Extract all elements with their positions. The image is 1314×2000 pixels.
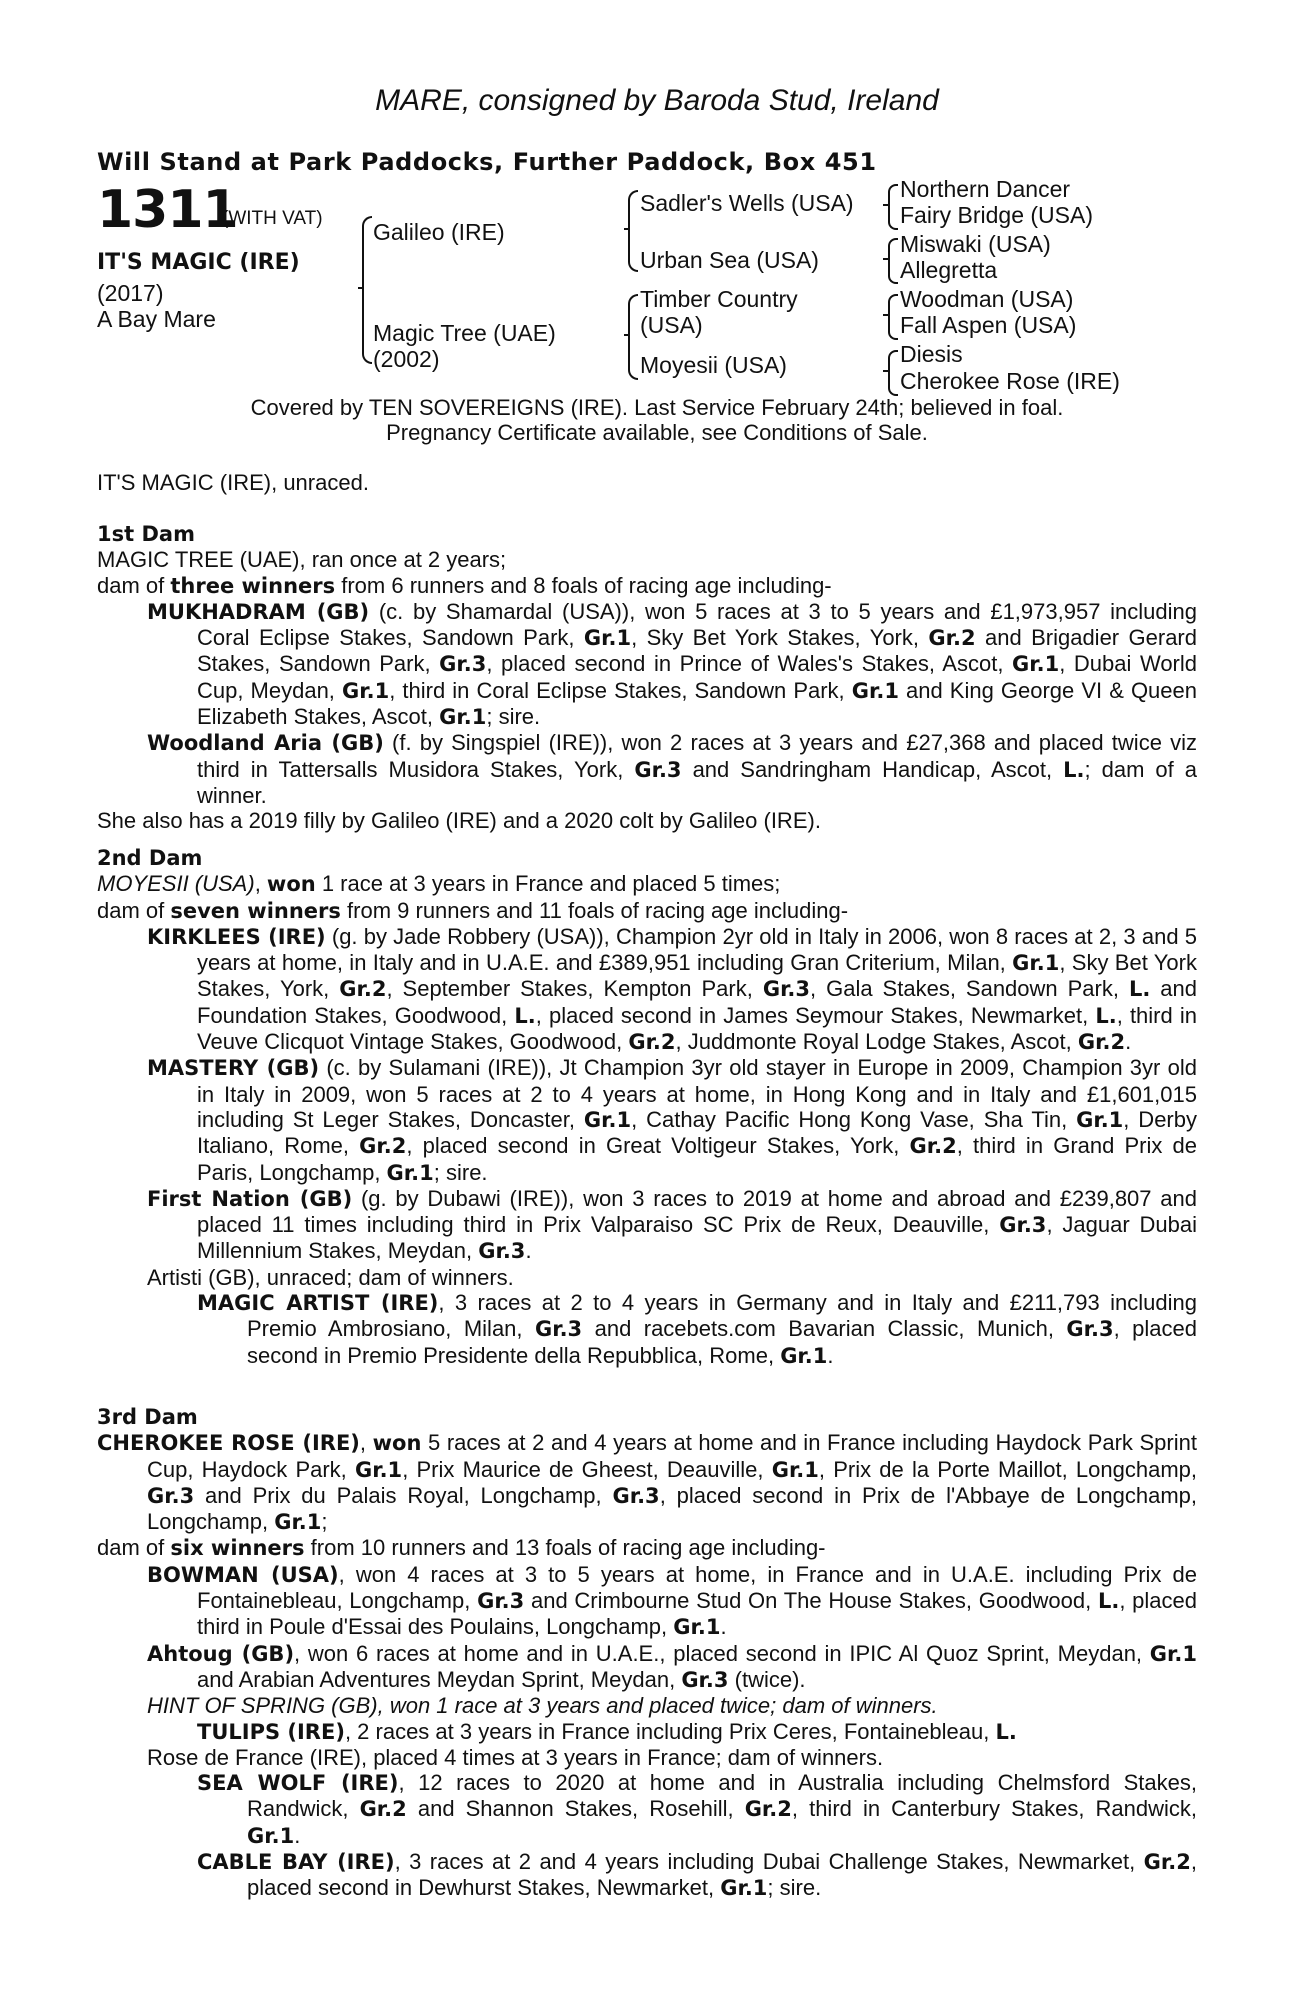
produce-summary: dam of six winners from 10 runners and 13 foals of racing age including- (97, 1535, 826, 1561)
sire-sire: Sadler's Wells (USA) (640, 190, 854, 216)
dam-sire-sire: Woodman (USA) (900, 286, 1074, 312)
pedigree-brace (888, 350, 898, 396)
pedigree-brace-tick (883, 258, 889, 260)
first-dam-section (97, 522, 1197, 834)
produce-entry: SEA WOLF (IRE), 12 races to 2020 at home and in Australia including Chelmsford Stakes, Randwick, Gr.2 and Shannon Stakes, Rosehill, Gr.2, third in Canterbury Stakes, Randwick, Gr.1. (197, 1770, 1197, 1848)
pedigree-brace (628, 294, 638, 380)
pedigree-brace-tick (883, 370, 889, 372)
vat-note: (WITH VAT) (222, 208, 323, 229)
dam-dam-sire: Diesis (900, 341, 963, 367)
produce-entry: BOWMAN (USA), won 4 races at 3 to 5 years at home, in France and in U.A.E. including Prix de Fontainebleau, Longchamp, Gr.3 and Crimbourne Stud On The House Stakes, Goodwood, L., placed third in Poule d'Essai des Poulains, Longchamp, Gr.1. (147, 1561, 1197, 1640)
also-note: She also has a 2019 filly by Galileo (IRE) and a 2020 colt by Galileo (IRE). (97, 808, 821, 834)
sire: Galileo (IRE) (373, 219, 505, 245)
unraced-line (97, 470, 1197, 495)
produce-summary: dam of three winners from 6 runners and 8 foals of racing age including- (97, 572, 832, 598)
pedigree-brace (628, 190, 638, 272)
pregnancy-note: Pregnancy Certificate available, see Conditions of Sale. (386, 420, 928, 445)
dam-dam-dam: Cherokee Rose (IRE) (900, 368, 1120, 394)
produce-entry: First Nation (GB) (g. by Dubawi (IRE)), won 3 races to 2019 at home and abroad and £239,807 and placed 11 times including third in Prix Valparaiso SC Prix de Reux, Deauville, Gr.3, Jaguar Dubai Millennium Stakes, Meydan, Gr.3. (147, 1185, 1198, 1264)
stand-location: Will Stand at Park Paddocks, Further Paddock, Box 451 (97, 148, 877, 176)
horse-year: (2017) (97, 280, 164, 306)
produce-entry: HINT OF SPRING (GB), won 1 race at 3 years and placed twice; dam of winners. (147, 1693, 938, 1719)
produce-summary: dam of seven winners from 9 runners and 11 foals of racing age including- (97, 897, 849, 923)
section-heading: 2nd Dam (97, 846, 203, 870)
sire-dam-dam: Allegretta (900, 257, 998, 283)
pedigree-brace (888, 238, 898, 284)
produce-entry: Woodland Aria (GB) (f. by Singspiel (IRE)), won 2 races at 3 years and £27,368 and placed twice viz third in Tattersalls Musidora Stakes, York, Gr.3 and Sandringham Handicap, Ascot, L.; dam of a winner. (147, 730, 1197, 808)
sire-dam: Urban Sea (USA) (640, 247, 819, 273)
section-heading: 1st Dam (97, 522, 195, 546)
pedigree-brace (362, 216, 372, 364)
sire-sire-dam: Fairy Bridge (USA) (900, 202, 1093, 228)
unraced-text: IT'S MAGIC (IRE), unraced. (97, 470, 369, 495)
dam-summary: CHEROKEE ROSE (IRE), won 5 races at 2 and 4 years at home and in France including Haydock Park Sprint Cup, Haydock Park, Gr.1, Prix Maurice de Gheest, Deauville, Gr.1, Prix de la Porte Maillot, Longchamp, Gr.3 and Prix du Palais Royal, Longchamp, Gr.3, placed second in Prix de l'Abbaye de Longchamp, Longchamp, Gr.1; (97, 1430, 1197, 1535)
pedigree-brace-tick (624, 228, 630, 230)
pedigree-brace-tick (624, 334, 630, 336)
lot-number: 1311 (97, 180, 238, 240)
dam-sire-dam: Fall Aspen (USA) (900, 312, 1077, 338)
horse-description: A Bay Mare (97, 306, 216, 332)
sire-dam-sire: Miswaki (USA) (900, 231, 1051, 257)
dam: Magic Tree (UAE) (373, 320, 556, 346)
produce-entry: MASTERY (GB) (c. by Sulamani (IRE)), Jt Champion 3yr old stayer in Europe in 2009, Champion 3yr old in Italy in 2009, won 5 races at 2 to 4 years at home, in Hong Kong and in Italy and £1,601,015 including St Leger Stakes, Doncaster, Gr.1, Cathay Pacific Hong Kong Vase, Sha Tin, Gr.1, Derby Italiano, Rome, Gr.2, placed second in Great Voltigeur Stakes, York, Gr.2, third in Grand Prix de Paris, Longchamp, Gr.1; sire. (147, 1055, 1198, 1185)
produce-entry: MUKHADRAM (GB) (c. by Shamardal (USA)), won 5 races at 3 to 5 years and £1,973,957 including Coral Eclipse Stakes, Sandown Park, Gr.1, Sky Bet York Stakes, York, Gr.2 and Brigadier Gerard Stakes, Sandown Park, Gr.3, placed second in Prince of Wales's Stakes, Ascot, Gr.1, Dubai World Cup, Meydan, Gr.1, third in Coral Eclipse Stakes, Sandown Park, Gr.1 and King George VI & Queen Elizabeth Stakes, Ascot, Gr.1; sire. (147, 598, 1198, 730)
produce-entry: TULIPS (IRE), 2 races at 3 years in France including Prix Ceres, Fontainebleau, L. (197, 1718, 1017, 1744)
produce-entry: KIRKLEES (IRE) (g. by Jade Robbery (USA)), Champion 2yr old in Italy in 2006, won 8 races at 2, 3 and 5 years at home, in Italy and in U.A.E. and £389,951 including Gran Criterium, Milan, Gr.1, Sky Bet York Stakes, York, Gr.2, September Stakes, Kempton Park, Gr.3, Gala Stakes, Sandown Park, L. and Foundation Stakes, Goodwood, L., placed second in James Seymour Stakes, Newmarket, L., third in Veuve Clicquot Vintage Stakes, Goodwood, Gr.2, Juddmonte Royal Lodge Stakes, Ascot, Gr.2. (147, 923, 1197, 1055)
produce-entry: Ahtoug (GB), won 6 races at home and in U.A.E., placed second in IPIC Al Quoz Sprint, Meydan, Gr.1 and Arabian Adventures Meydan Sprint, Meydan, Gr.3 (twice). (147, 1640, 1197, 1692)
second-dam-section (97, 846, 1197, 1369)
dam-summary: MOYESII (USA), won 1 race at 3 years in France and placed 5 times; (97, 871, 781, 897)
pedigree-brace (888, 294, 898, 340)
produce-entry: Artisti (GB), unraced; dam of winners. (147, 1264, 514, 1290)
dam-summary: MAGIC TREE (UAE), ran once at 2 years; (97, 547, 507, 573)
sire-sire-sire: Northern Dancer (900, 176, 1071, 202)
produce-entry: Rose de France (IRE), placed 4 times at 3 years in France; dam of winners. (147, 1744, 884, 1770)
dam-year: (2002) (373, 346, 440, 372)
horse-name: IT'S MAGIC (IRE) (97, 250, 300, 275)
pedigree-brace-tick (358, 287, 364, 289)
dam-sire: Timber Country (640, 286, 798, 312)
dam-dam: Moyesii (USA) (640, 352, 787, 378)
dam-sire-suffix: (USA) (640, 312, 703, 338)
page-title: MARE, consigned by Baroda Stud, Ireland (375, 84, 939, 117)
produce-entry: CABLE BAY (IRE), 3 races at 2 and 4 years including Dubai Challenge Stakes, Newmarket, Gr.2, placed second in Dewhurst Stakes, Newmarket, Gr.1; sire. (197, 1849, 1197, 1901)
pedigree-brace (888, 184, 898, 230)
third-dam-section (97, 1405, 1197, 1902)
produce-entry: MAGIC ARTIST (IRE), 3 races at 2 to 4 years in Germany and in Italy and £211,793 including Premio Ambrosiano, Milan, Gr.3 and racebets.com Bavarian Classic, Munich, Gr.3, placed second in Premio Presidente della Repubblica, Rome, Gr.1. (197, 1290, 1198, 1368)
covered-note: Covered by TEN SOVEREIGNS (IRE). Last Service February 24th; believed in foal. (250, 395, 1064, 420)
pedigree-brace-tick (883, 314, 889, 316)
pedigree-brace-tick (883, 204, 889, 206)
section-heading: 3rd Dam (97, 1405, 198, 1429)
